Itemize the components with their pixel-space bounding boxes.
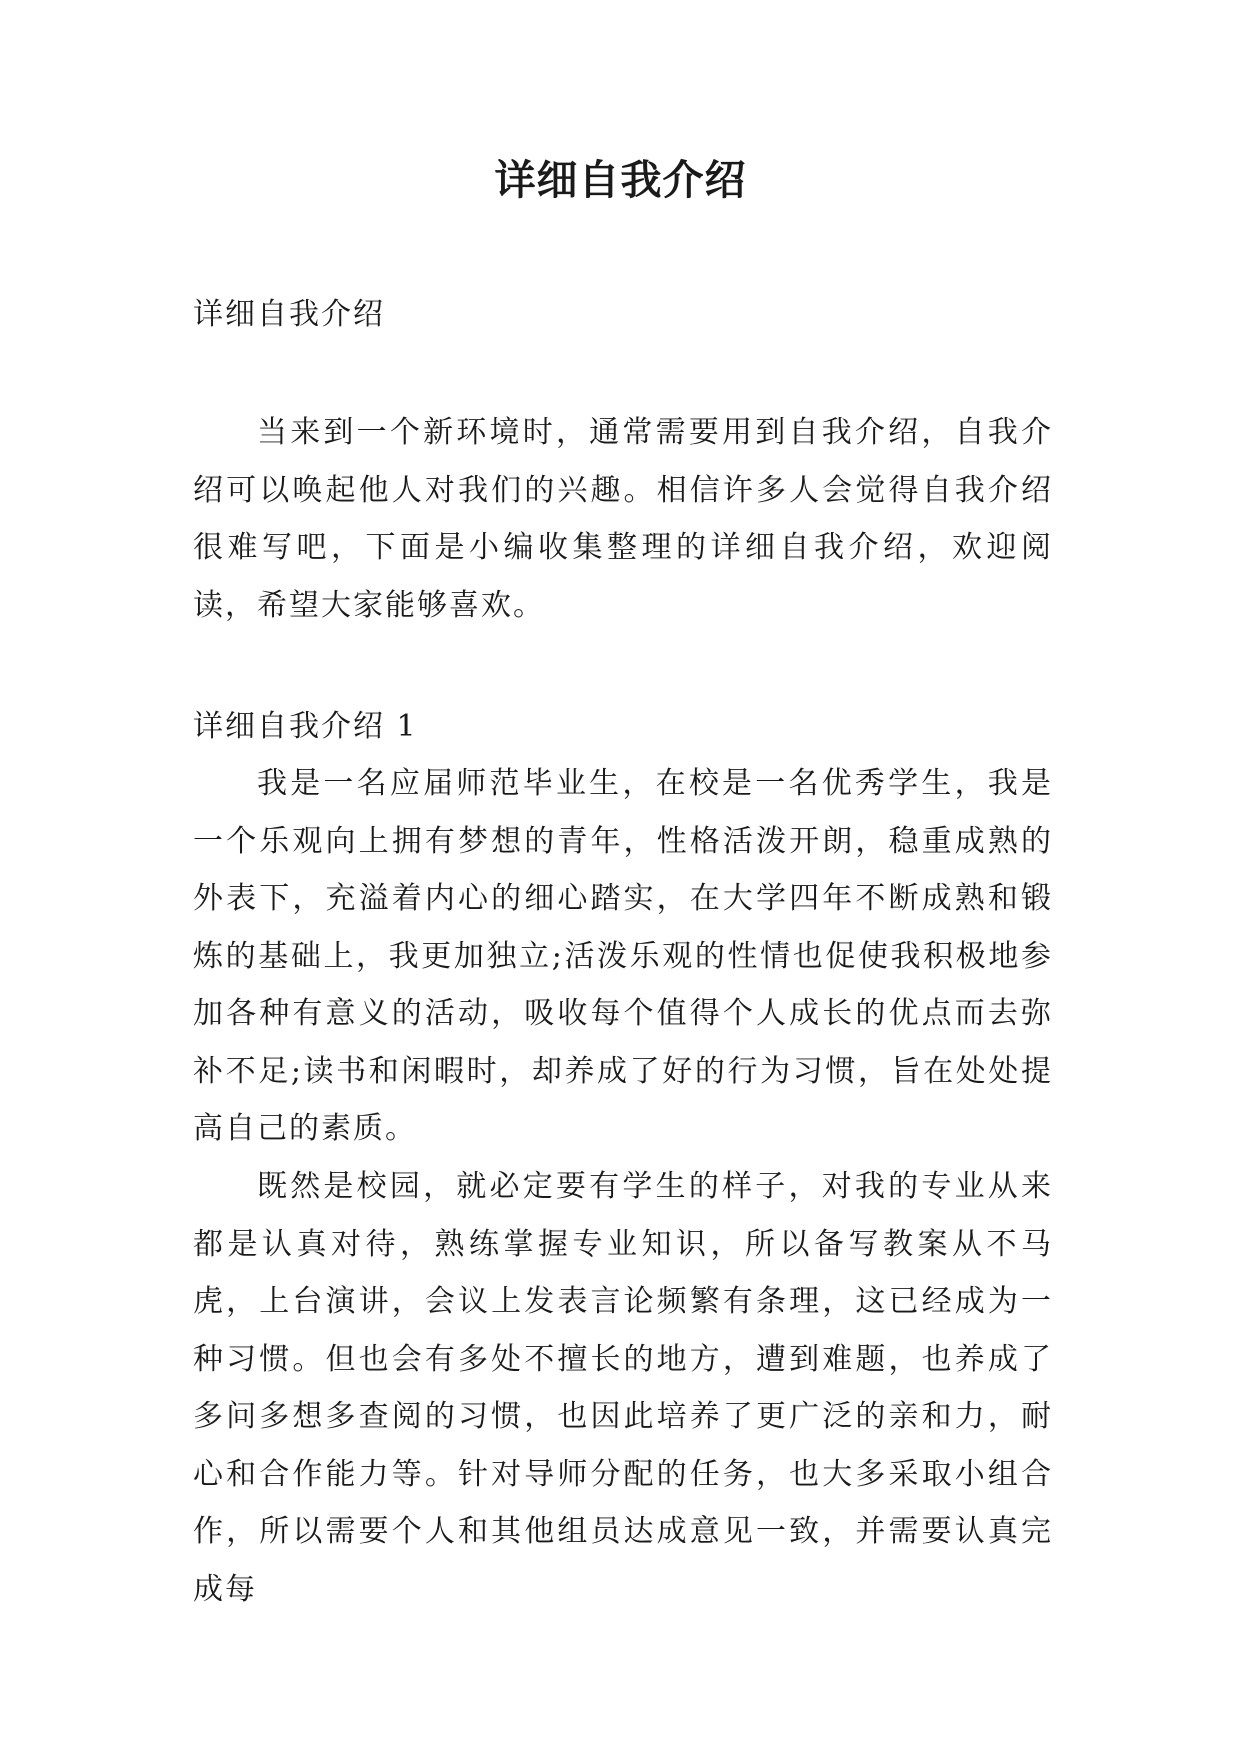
document-title: 详细自我介绍 xyxy=(494,156,747,204)
document-subtitle: 详细自我介绍 xyxy=(193,297,385,332)
body-paragraph-1: 我是一名应届师范毕业生，在校是一名优秀学生，我是一个乐观向上拥有梦想的青年，性格活泼开朗，稳重成熟的外表下，充溢着内心的细心踏实，在大学四年不断成熟和锻炼的基础上，我更加独立;活泼乐观的性情也促使我积极地参加各种有意义的活动，吸收每个值得个人成长的优点而去弥补不足;读书和闲暇时，却养成了好的行为习惯，旨在处处提高自己的素质。 xyxy=(193,766,1053,1146)
body-paragraph-2: 既然是校园，就必定要有学生的样子，对我的专业从来都是认真对待，熟练掌握专业知识，所以备写教案从不马虎，上台演讲，会议上发表言论频繁有条理，这已经成为一种习惯。但也会有多处不擅长的地方，遭到难题，也养成了多问多想多查阅的习惯，也因此培养了更广泛的亲和力，耐心和合作能力等。针对导师分配的任务，也大多采取小组合作，所以需要个人和其他组员达成意见一致，并需要认真完成每 xyxy=(193,1169,1053,1607)
intro-paragraph: 当来到一个新环境时，通常需要用到自我介绍，自我介绍可以唤起他人对我们的兴趣。相信许多人会觉得自我介绍很难写吧，下面是小编收集整理的详细自我介绍，欢迎阅读，希望大家能够喜欢。 xyxy=(193,415,1053,623)
section-heading: 详细自我介绍 1 xyxy=(193,709,418,744)
